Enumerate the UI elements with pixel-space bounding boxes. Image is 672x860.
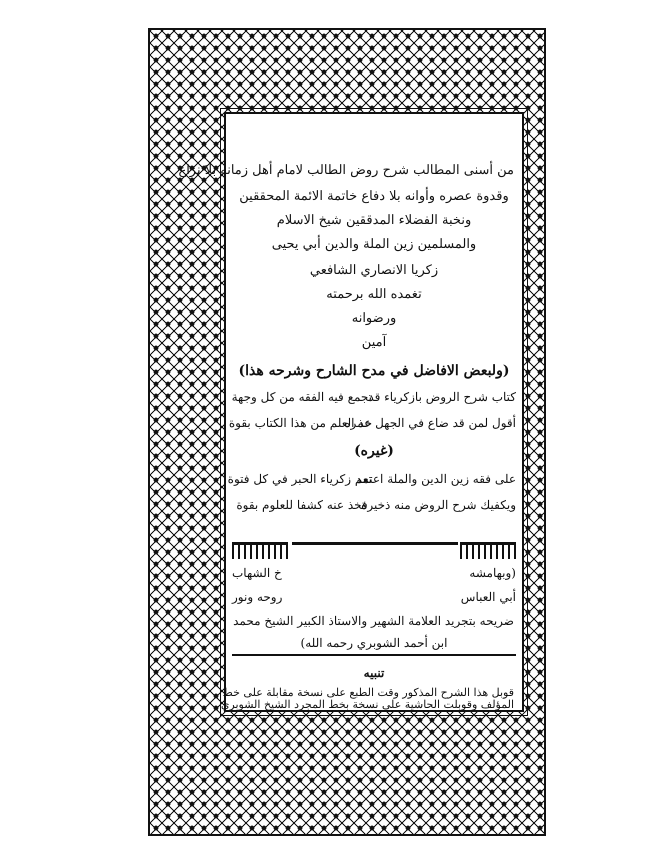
other-heading: (غيره) bbox=[354, 443, 394, 459]
notice-rule bbox=[232, 654, 516, 656]
verse-1-hemistich-a: كتاب شرح الروض بازكرياء قد bbox=[368, 390, 516, 404]
title-line-6: تغمده الله برحمته bbox=[326, 287, 422, 302]
title-page-panel bbox=[178, 112, 524, 712]
verse-4-hemistich-a: ويكفيك شرح الروض منه ذخيرة bbox=[361, 498, 516, 512]
verse-2-hemistich-a: أقول لمن قد ضاع في الجهل عمره bbox=[344, 416, 516, 430]
verse-1-hemistich-b: تجمع فيه الفقه من كل وجهة bbox=[231, 390, 372, 404]
ornament-left bbox=[232, 542, 288, 559]
edition-fragment-left-1: خ الشهاب bbox=[232, 566, 282, 580]
edition-fragment-right-2: أبي العباس bbox=[460, 590, 516, 604]
edition-fragment-left-2: روحه ونور bbox=[232, 590, 283, 604]
ornament-rule bbox=[292, 542, 458, 559]
title-line-7: ورضوانه bbox=[351, 311, 397, 326]
title-line-8: آمين bbox=[361, 335, 387, 350]
notice-line-1: قوبل هذا الشرح المذكور وقت الطبع على نسخة مقابلة على خط bbox=[222, 686, 514, 699]
edition-line-4: ابن أحمد الشوبري رحمه الله) bbox=[300, 636, 448, 650]
edition-line-3: ضريحه بتجريد العلامة الشهير والاستاذ الكبير الشيخ محمد bbox=[233, 614, 514, 628]
title-line-3: ونخبة الفضلاء المدققين شيخ الاسلام bbox=[276, 213, 472, 228]
title-line-4: والمسلمين زين الملة والدين أبي يحيى bbox=[271, 237, 477, 252]
notice-line-2: المؤلف وقوبلت الحاشية على نسخة بخط المجرد الشيخ الشوبري bbox=[220, 698, 514, 711]
title-line-2: وقدوة عصره وأوانه بلا دفاع خاتمة الائمة المحققين bbox=[239, 189, 509, 204]
verse-2-hemistich-b: خذ العلم من هذا الكتاب بقوة bbox=[228, 416, 372, 430]
title-line-5: زكريا الانصاري الشافعي bbox=[309, 263, 439, 278]
verse-3-hemistich-b: تعم زكرياء الحبر في كل فتوة bbox=[227, 472, 372, 486]
title-line-1: من أسنى المطالب شرح روض الطالب لامام أهل زمانه بلا نزاع bbox=[178, 163, 514, 178]
praise-heading: (ولبعض الافاضل في مدح الشارح وشرحه هذا) bbox=[238, 363, 510, 379]
verse-3-hemistich-a: على فقه زين الدين والملة اعتمد bbox=[356, 472, 516, 486]
edition-fragment-right-1: (وبهامشه bbox=[469, 566, 516, 580]
notice-heading: تنبيه bbox=[363, 666, 385, 680]
ornament-center-left bbox=[460, 542, 516, 559]
verse-4-hemistich-b: فخذ عنه كشفا للعلوم بقوة bbox=[236, 498, 368, 512]
